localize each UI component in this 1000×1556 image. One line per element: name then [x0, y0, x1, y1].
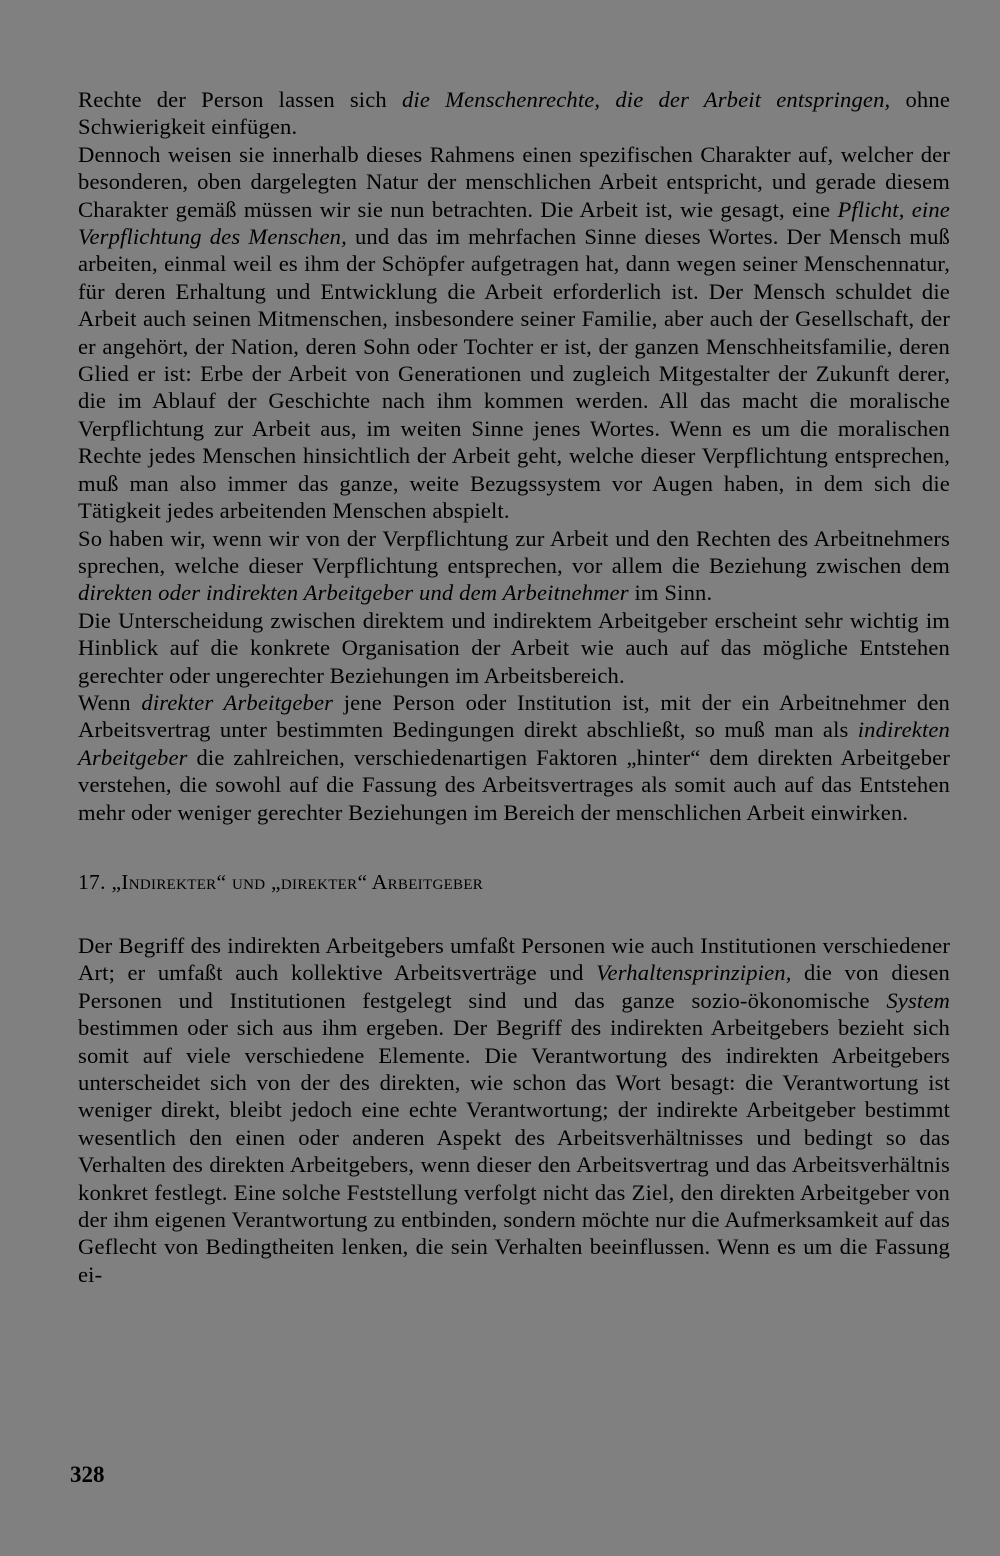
paragraph: [78, 607, 950, 689]
section-title: „Indirekter“ und „direkter“ Arbeitgeber: [111, 869, 484, 894]
text-segment: Wenn: [78, 689, 142, 715]
italic-text: Verhaltensprinzipien,: [596, 960, 792, 986]
section-number: 17.: [78, 869, 106, 894]
body-text-bottom: [78, 932, 950, 1288]
text-segment: im Sinn.: [628, 580, 713, 606]
paragraph: [78, 525, 950, 607]
text-segment: die von diesen Personen und Institutionen festgelegt sind und das ganze sozio-ökonomische: [78, 960, 950, 1013]
text-segment: die zahlreichen, verschiedenartigen Faktoren „hinter“ dem direkten Arbeitgeber verstehen, die sowohl auf die Fassung des Arbeitsvertrages als somit auch auf das Entstehen mehr oder weniger gerechter Beziehungen im Bereich der menschlichen Arbeit einwirken.: [78, 744, 950, 825]
page-number: 328: [70, 1462, 105, 1487]
paragraph: [78, 86, 950, 141]
text-segment: Der Begriff des indirekten Arbeitgebers umfaßt Personen wie auch Institutionen verschiedener Art; er umfaßt auch kollektive Arbeitsverträge und: [78, 932, 950, 986]
page-text-block: [78, 86, 950, 1288]
text-segment: Dennoch weisen sie innerhalb dieses Rahmens einen spezifischen Charakter auf, welcher der besonderen, oben dargelegten Natur der menschlichen Arbeit entspricht, und gerade diesem Charakter gemäß müssen wir sie nun betrachten. Die Arbeit ist, wie gesagt, eine: [78, 141, 950, 222]
paragraph: [78, 689, 950, 826]
italic-text: Pflicht, eine Verpflichtung des Menschen,: [78, 196, 950, 250]
body-text-top: [78, 86, 950, 826]
section-heading: [78, 869, 950, 896]
text-segment: und das im mehrfachen Sinne dieses Wortes. Der Mensch muß arbeiten, einmal weil es ihm der Schöpfer aufgetragen hat, dann wegen seiner Menschennatur, für deren Erhaltung und Entwicklung die Arbeit erforderlich ist. Der Mensch schuldet die Arbeit auch seinen Mitmenschen, insbesondere seiner Familie, aber auch der Gesellschaft, der er angehört, der Nation, deren Sohn oder Tochter er ist, der ganzen Menschheitsfamilie, deren Glied er ist: Erbe der Arbeit von Generationen und zugleich Mitgestalter der Zukunft derer, die im Ablauf der Geschichte nach ihm kommen werden. All das macht die moralische Verpflichtung zur Arbeit aus, im weiten Sinne jenes Wortes. Wenn es um die moralischen Rechte jedes Menschen hinsichtlich der Arbeit geht, welche dieser Verpflichtung entsprechen, muß man also immer das ganze, weite Bezugssystem vor Augen haben, in dem sich die Tätigkeit jedes arbeitenden Menschen abspielt.: [78, 224, 950, 524]
text-segment: Die Unterscheidung zwischen direktem und indirektem Arbeitgeber erscheint sehr wichtig im Hinblick auf die konkrete Organisation der Arbeit wie auch auf das mögliche Entstehen gerechter oder ungerechter Beziehungen im Arbeitsbereich.: [78, 607, 950, 688]
text-segment: So haben wir, wenn wir von der Verpflichtung zur Arbeit und den Rechten des Arbeitnehmers sprechen, welche dieser Verpflichtung entsprechen, vor allem die Beziehung zwischen dem: [78, 525, 950, 578]
text-segment: Rechte der Person lassen sich: [78, 87, 402, 112]
paragraph: [78, 141, 950, 525]
italic-text: direkter Arbeitgeber: [141, 689, 334, 715]
text-segment: bestimmen oder sich aus ihm ergeben. Der Begriff des indirekten Arbeitgebers bezieht sich somit auf viele verschiedene Elemente. Die Verantwortung des indirekten Arbeitgebers unterscheidet sich von der des direkten, wie schon das Wort besagt: die Verantwortung ist weniger direkt, bleibt jedoch eine echte Verantwortung; der indirekte Arbeitgeber bestimmt wesentlich den einen oder anderen Aspekt des Arbeitsverhältnisses und bedingt so das Verhalten des direkten Arbeitgebers, wenn dieser den Arbeitsvertrag und das Arbeitsverhältnis konkret festlegt. Eine solche Feststellung verfolgt nicht das Ziel, den direkten Arbeitgeber von der ihm eigenen Verantwortung zu entbinden, sondern möchte nur die Aufmerksamkeit auf das Geflecht von Bedingtheiten lenken, die sein Verhalten beeinflussen. Wenn es um die Fassung ei-: [78, 1015, 950, 1287]
italic-text: indirekten Arbeitgeber: [78, 717, 950, 770]
text-segment: ohne Schwierigkeit einfügen.: [78, 87, 950, 140]
italic-text: die Menschenrechte, die der Arbeit entspringen,: [401, 87, 891, 112]
italic-text: System: [886, 987, 950, 1013]
text-segment: jene Person oder Institution ist, mit der ein Arbeitnehmer den Arbeitsvertrag unter bestimmten Bedingungen direkt abschließt, so muß man als: [78, 689, 950, 743]
paragraph: [78, 932, 950, 1288]
italic-text: direkten oder indirekten Arbeitgeber und dem Arbeitnehmer: [78, 580, 629, 606]
